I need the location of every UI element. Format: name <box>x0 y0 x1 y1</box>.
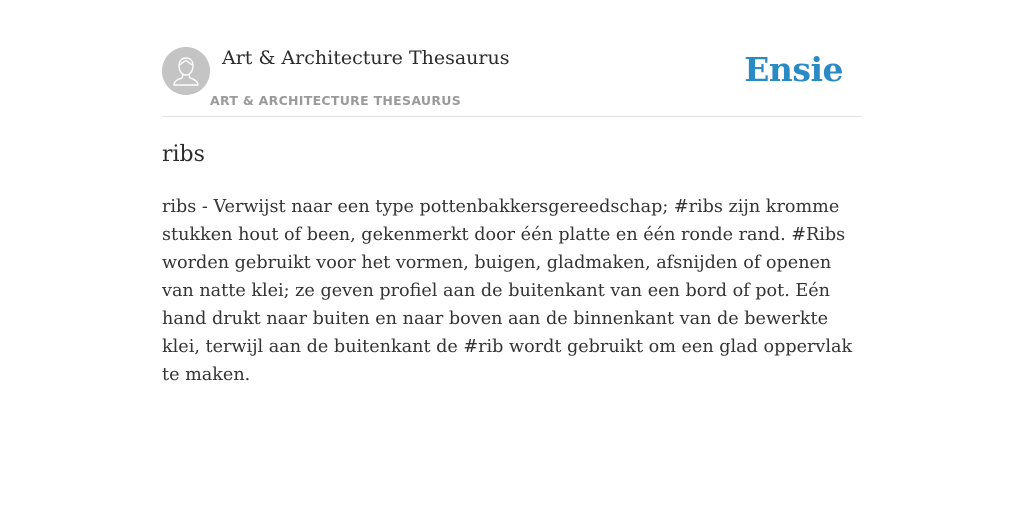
entry-term: ribs <box>162 142 205 167</box>
entry-definition: ribs - Verwijst naar een type pottenbakkersgereedschap; #ribs zijn kromme stukken hout of been, gekenmerkt door één platte en één ronde rand. #Ribs worden gebruikt voor het vormen, buigen, gladmaken, afsnijden of openen van natte klei; ze geven profiel aan de buitenkant van een bord of pot. Eén hand drukt naar buiten en naar boven aan de binnenkant van de bewerkte klei, terwijl aan de buitenkant de #rib wordt gebruikt om een glad oppervlak te maken. <box>162 197 853 385</box>
avatar[interactable] <box>162 47 210 95</box>
source-header <box>162 46 862 117</box>
user-silhouette-icon <box>162 47 210 95</box>
source-subtitle[interactable]: ART & ARCHITECTURE THESAURUS <box>210 93 462 108</box>
ensie-logo[interactable]: Ensie <box>744 50 843 89</box>
source-title[interactable]: Art & Architecture Thesaurus <box>222 47 510 69</box>
